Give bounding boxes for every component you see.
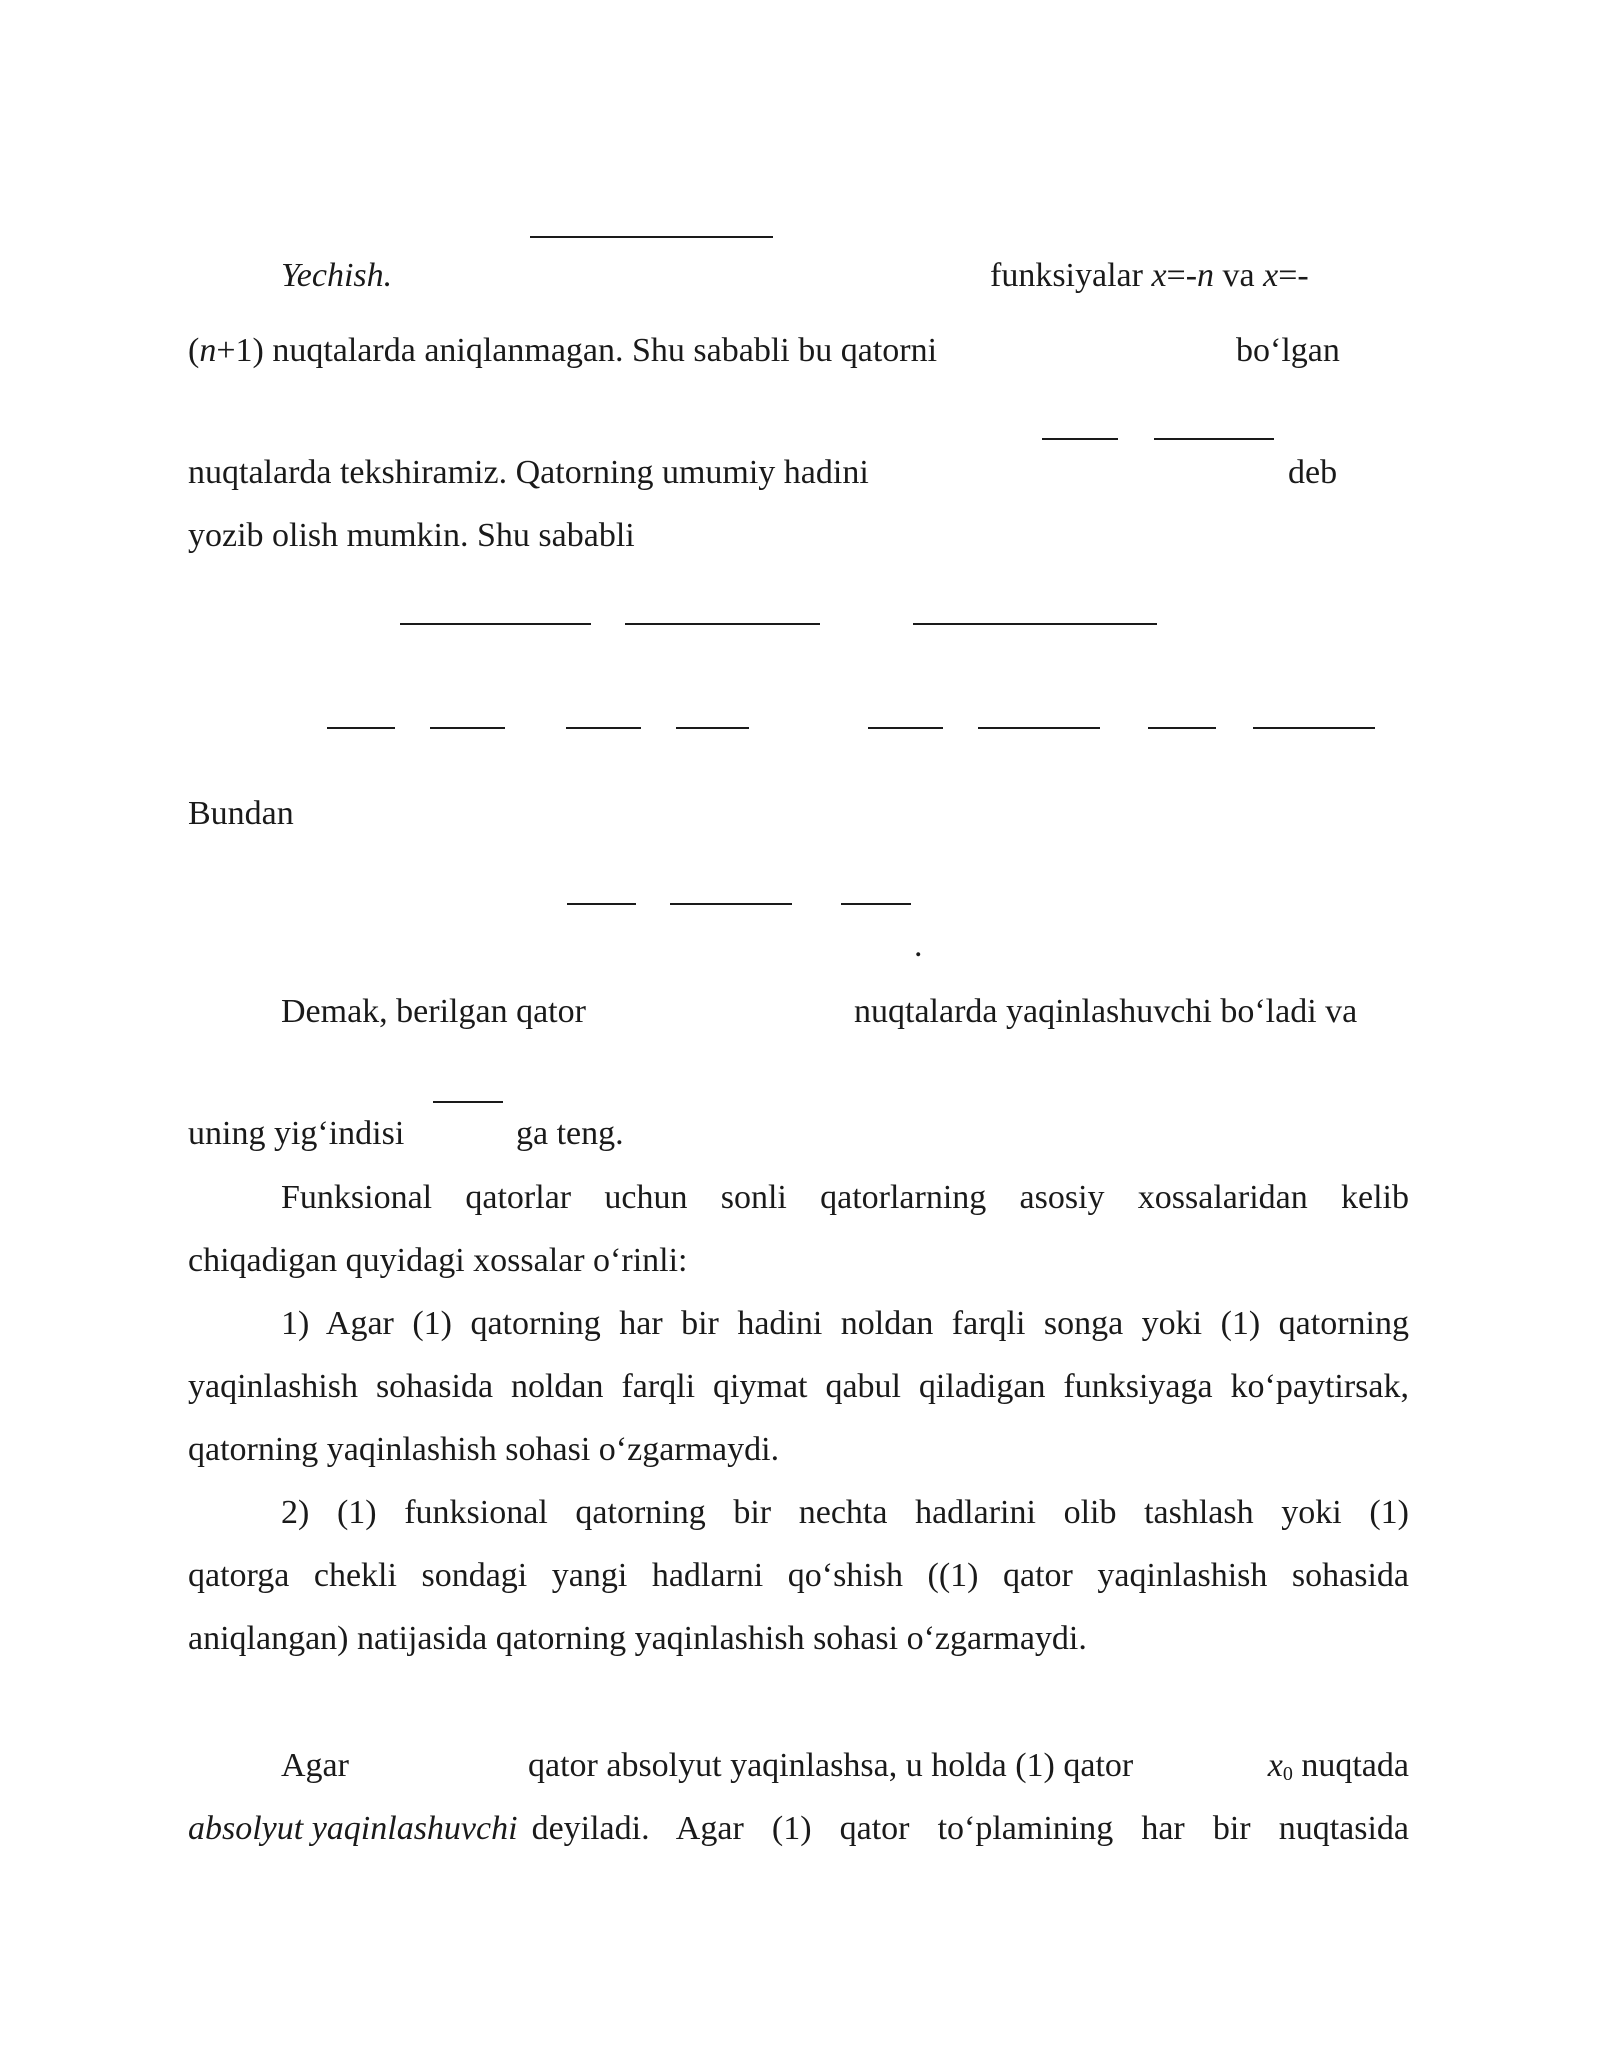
fraction-bar — [670, 903, 792, 905]
absolute-text: Agar — [281, 1747, 349, 1784]
solution-text: uning yig‘indisi — [188, 1115, 405, 1152]
fraction-bar — [1148, 727, 1216, 729]
paragraph-line: yaqinlashish sohasida noldan farqli qiymat qabul qiladigan funksiyaga ko‘paytirsak, — [188, 1368, 1409, 1405]
fraction-bar — [1042, 438, 1118, 440]
fraction-bar — [566, 727, 641, 729]
solution-text: nuqtalarda yaqinlashuvchi bo‘ladi va — [854, 993, 1358, 1030]
paragraph-line: 2) (1) funksional qatorning bir nechta hadlarini olib tashlash yoki (1) — [281, 1494, 1409, 1531]
solution-text: funksiyalar x=-n va x=- — [990, 257, 1309, 294]
fraction-bar — [978, 727, 1100, 729]
fraction-bar — [530, 236, 773, 238]
paragraph-line: qatorning yaqinlashish sohasi o‘zgarmaydi. — [188, 1431, 780, 1468]
paragraph-line: qatorga chekli sondagi yangi hadlarni qo‘shish ((1) qator yaqinlashish sohasida — [188, 1557, 1409, 1594]
fraction-bar — [913, 623, 1157, 625]
solution-text: (n+1) nuqtalarda aniqlanmagan. Shu sababli bu qatorni — [188, 332, 938, 369]
absolute-text: absolyut yaqinlashuvchi deyiladi. Agar (1) qator to‘plamining har bir nuqtasida — [188, 1810, 1409, 1847]
fraction-bar — [430, 727, 505, 729]
fraction-bar — [676, 727, 749, 729]
solution-text: nuqtalarda tekshiramiz. Qatorning umumiy hadini — [188, 454, 869, 491]
fraction-bar — [567, 903, 636, 905]
solution-text: Bundan — [188, 795, 294, 832]
paragraph-line: chiqadigan quyidagi xossalar o‘rinli: — [188, 1242, 688, 1279]
fraction-bar — [625, 623, 820, 625]
fraction-bar — [868, 727, 943, 729]
fraction-bar — [433, 1101, 503, 1103]
paragraph-line: Funksional qatorlar uchun sonli qatorlarning asosiy xossalaridan kelib — [281, 1179, 1409, 1216]
paragraph-line: aniqlangan) natijasida qatorning yaqinlashish sohasi o‘zgarmaydi. — [188, 1620, 1087, 1657]
solution-text: ga teng. — [516, 1115, 624, 1152]
fraction-bar — [1253, 727, 1375, 729]
fraction-bar — [327, 727, 395, 729]
fraction-bar — [841, 903, 911, 905]
fraction-bar — [1154, 438, 1274, 440]
fraction-bar — [400, 623, 591, 625]
properties-section — [188, 1166, 1409, 1670]
paragraph-line: 1) Agar (1) qatorning har bir hadini noldan farqli songa yoki (1) qatorning — [281, 1305, 1409, 1342]
solution-label: Yechish. — [281, 257, 393, 294]
solution-text: deb — [1288, 454, 1338, 491]
solution-text: Demak, berilgan qator — [281, 993, 586, 1030]
sentence-period: . — [914, 927, 923, 964]
solution-text: yozib olish mumkin. Shu sababli — [188, 517, 635, 554]
absolute-text: qator absolyut yaqinlashsa, u holda (1) qator $x_0$ nuqtada — [528, 1747, 1409, 1785]
solution-text: bo‘lgan — [1236, 332, 1340, 369]
